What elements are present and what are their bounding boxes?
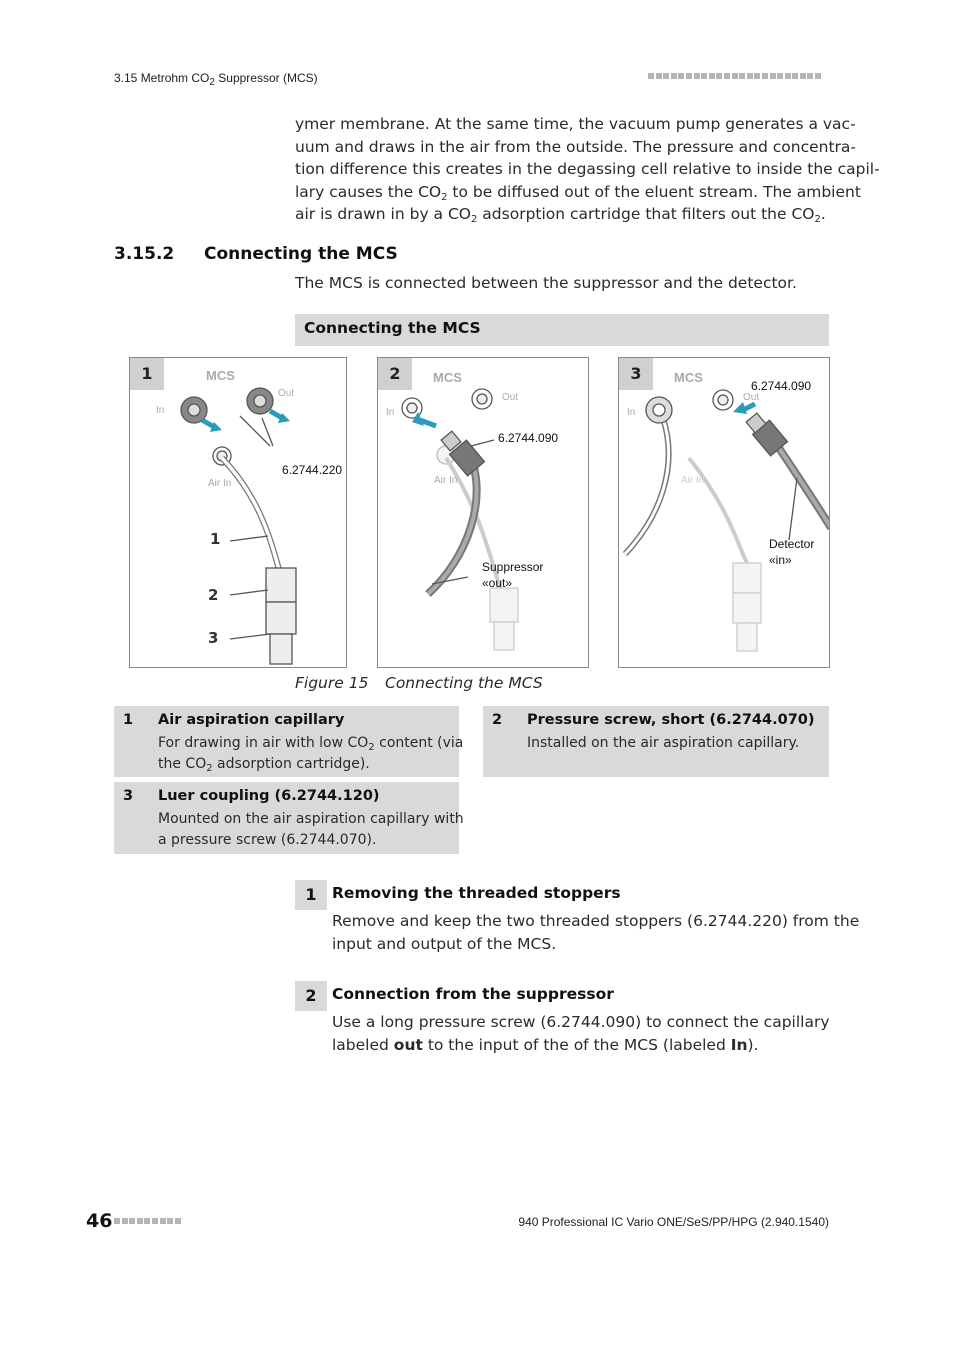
air-in-label: Air In xyxy=(681,475,705,486)
footer-product: 940 Professional IC Vario ONE/SeS/PP/HPG (2.940.1540) xyxy=(518,1215,829,1229)
section-number: 3.15.2 xyxy=(114,244,175,264)
mcs-label: MCS xyxy=(674,370,703,385)
intro-line: tion difference this creates in the degassing cell relative to inside the capil- xyxy=(295,160,880,178)
out-label: Out xyxy=(278,388,295,399)
step-2-title: Connection from the suppressor xyxy=(332,985,614,1003)
panel-number: 3 xyxy=(619,358,653,390)
panel-number: 2 xyxy=(378,358,412,390)
legend-description: For drawing in air with low $CO_2$ content (via the $CO_2$ adsorption cartridge). xyxy=(158,735,464,774)
intro-paragraph xyxy=(295,113,880,226)
figure-panel-1 xyxy=(129,357,347,668)
section-description: The MCS is connected between the suppressor and the detector. xyxy=(295,274,797,292)
legend-number: 3 xyxy=(123,788,134,804)
legend-number: 1 xyxy=(123,712,134,728)
suppressor-note: Suppressor «out» xyxy=(482,560,544,590)
figure-label: Figure 15 xyxy=(295,674,369,692)
legend-item-3 xyxy=(114,782,464,854)
in-label: In xyxy=(627,407,636,418)
intro-line: lary causes the $CO_2$ to be diffused out of the eluent stream. The ambient xyxy=(295,182,861,203)
intro-line: ymer membrane. At the same time, the vacuum pump generates a vac- xyxy=(295,115,856,133)
figure-panel-3 xyxy=(618,357,830,668)
header-subscript: 2 xyxy=(209,77,215,88)
figure-caption-title: Connecting the MCS xyxy=(385,674,543,692)
legend-title: Pressure screw, short (6.2744.070) xyxy=(527,712,815,728)
section-title: Connecting the MCS xyxy=(204,244,398,264)
legend-item-2 xyxy=(483,706,829,777)
header-decoration xyxy=(648,73,821,79)
panel-number: 1 xyxy=(130,358,164,390)
figure-title: Connecting the MCS xyxy=(304,319,481,337)
page-number: 46 xyxy=(86,1210,113,1232)
in-label: In xyxy=(156,405,165,416)
callout-1: 1 xyxy=(210,530,221,548)
figure-title-bar xyxy=(295,314,829,346)
figure-panel-2 xyxy=(377,357,589,668)
callout-3: 3 xyxy=(208,629,219,647)
footer-decoration xyxy=(114,1218,181,1224)
part-number-label: 6.2744.090 xyxy=(751,379,812,393)
header-section-text: 3.15 Metrohm CO xyxy=(114,71,210,85)
figure-caption xyxy=(295,674,543,692)
step-2-number: 2 xyxy=(295,981,327,1011)
callout-2: 2 xyxy=(208,586,219,604)
air-in-label: Air In xyxy=(434,475,458,486)
mcs-label: MCS xyxy=(433,370,462,385)
step-1-title: Removing the threaded stoppers xyxy=(332,884,621,902)
air-in-label: Air In xyxy=(208,478,232,489)
intro-line: air is drawn in by a $CO_2$ adsorption cartridge that filters out the $CO_2$. xyxy=(295,205,826,225)
detector-note: Detector «in» xyxy=(769,537,815,567)
panel-3-illustration xyxy=(619,358,829,667)
step-1-text: Remove and keep the two threaded stoppers (6.2744.220) from the input and output of the MCS. xyxy=(332,912,860,953)
intro-line: uum and draws in the air from the outside. The pressure and concentra- xyxy=(295,137,857,156)
legend-item-1 xyxy=(114,706,464,777)
out-label: Out xyxy=(743,392,760,403)
legend-description: Installed on the air aspiration capillary. xyxy=(527,735,800,751)
part-number-label: 6.2744.090 xyxy=(498,431,559,445)
mcs-label: MCS xyxy=(206,368,235,383)
out-label: Out xyxy=(502,392,519,403)
running-header xyxy=(114,71,318,88)
legend-title: Air aspiration capillary xyxy=(158,712,345,728)
in-label: In xyxy=(386,407,395,418)
panel-2-illustration xyxy=(378,358,588,667)
step-2-text: Use a long pressure screw (6.2744.090) to connect the capillary labeled out to the input of the of the MCS (labeled In). xyxy=(332,1013,830,1054)
header-section-suffix: Suppressor (MCS) xyxy=(214,71,318,85)
step-1-number: 1 xyxy=(295,880,327,910)
legend-title: Luer coupling (6.2744.120) xyxy=(158,788,380,804)
legend-description: Mounted on the air aspiration capillary with a pressure screw (6.2744.070). xyxy=(158,811,464,848)
part-number-label: 6.2744.220 xyxy=(282,463,343,477)
legend-number: 2 xyxy=(492,712,503,728)
